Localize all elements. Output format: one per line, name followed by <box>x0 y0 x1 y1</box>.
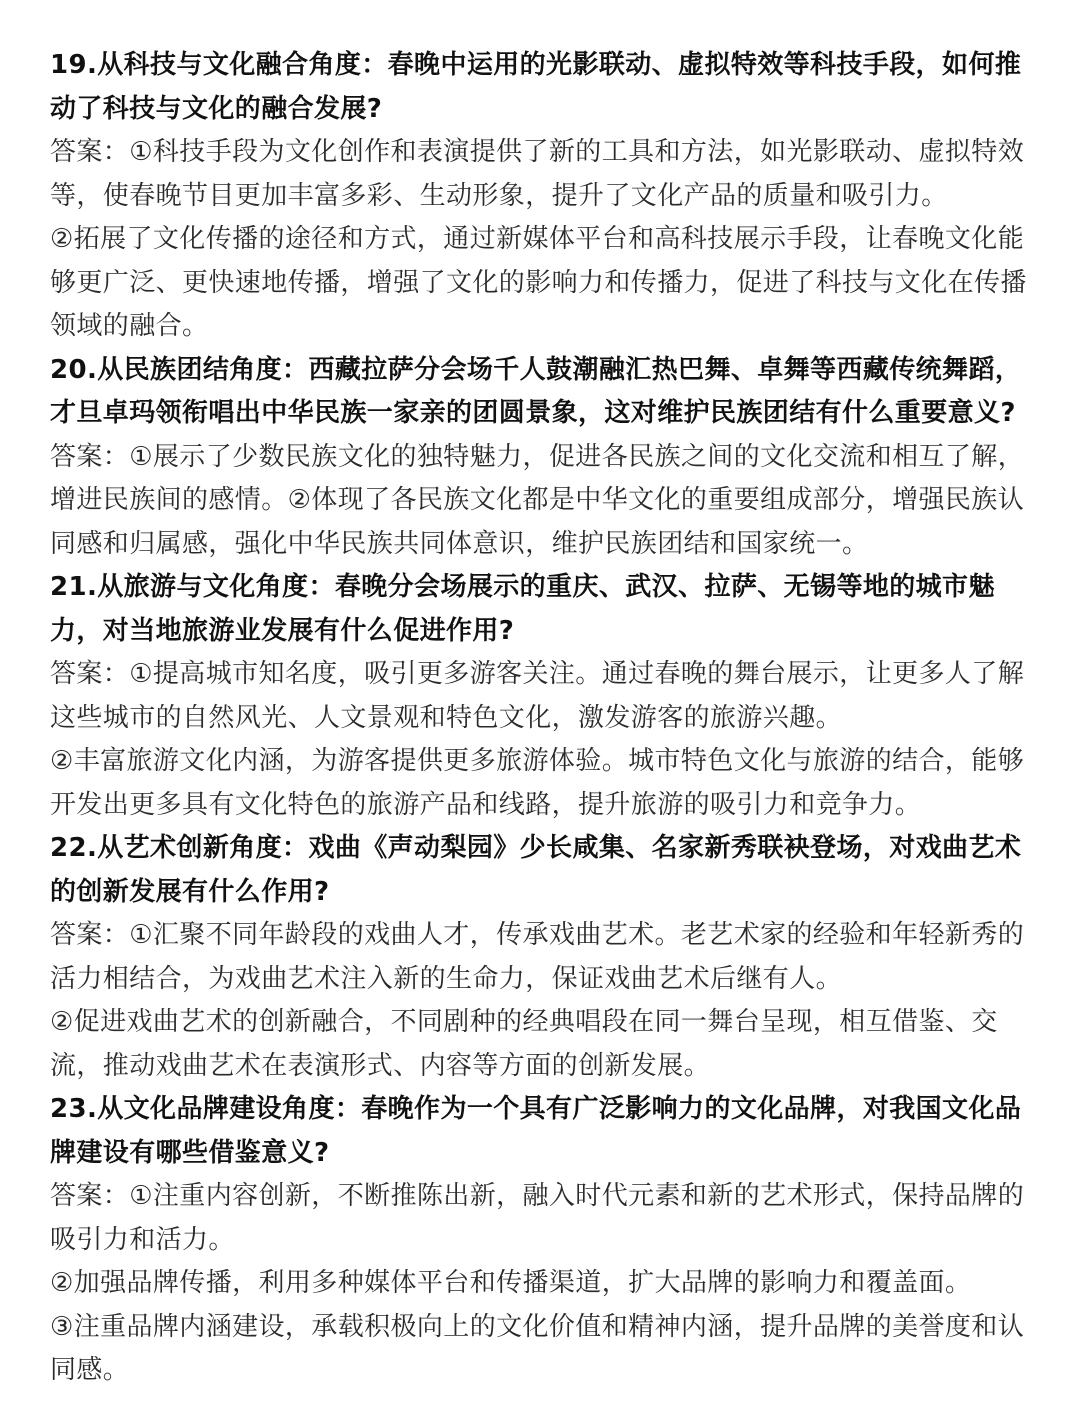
answer-paragraph: 答案：①科技手段为文化创作和表演提供了新的工具和方法，如光影联动、虚拟特效等，使春晚节目更加丰富多彩、生动形象，提升了文化产品的质量和吸引力。 <box>50 137 1025 211</box>
answer-paragraph: 答案：①汇聚不同年龄段的戏曲人才，传承戏曲艺术。老艺术家的经验和年轻新秀的活力相结合，为戏曲艺术注入新的生命力，保证戏曲艺术后继有人。 <box>50 920 1025 994</box>
question-title: 22.从艺术创新角度：戏曲《声动梨园》少长咸集、名家新秀联袂登场，对戏曲艺术的创新发展有什么作用? <box>50 833 1022 907</box>
question-block-22 <box>50 827 1034 1088</box>
question-title: 20.从民族团结角度：西藏拉萨分会场千人鼓潮融汇热巴舞、卓舞等西藏传统舞蹈，才旦卓玛领衔唱出中华民族一家亲的团圆景象，这对维护民族团结有什么重要意义? <box>50 354 1022 428</box>
question-block-23 <box>50 1088 1034 1393</box>
question-block-21 <box>50 566 1034 827</box>
question-title: 23.从文化品牌建设角度：春晚作为一个具有广泛影响力的文化品牌，对我国文化品牌建设有哪些借鉴意义? <box>50 1094 1022 1168</box>
answer-paragraph: ③注重品牌内涵建设，承载积极向上的文化价值和精神内涵，提升品牌的美誉度和认同感。 <box>50 1311 1025 1385</box>
answer-paragraph: ②加强品牌传播，利用多种媒体平台和传播渠道，扩大品牌的影响力和覆盖面。 <box>50 1268 972 1298</box>
answer-paragraph: 答案：①注重内容创新，不断推陈出新，融入时代元素和新的艺术形式，保持品牌的吸引力和活力。 <box>50 1181 1025 1255</box>
question-block-20 <box>50 349 1034 567</box>
question-title: 21.从旅游与文化角度：春晚分会场展示的重庆、武汉、拉萨、无锡等地的城市魅力，对当地旅游业发展有什么促进作用? <box>50 572 995 646</box>
answer-paragraph: 答案：①提高城市知名度，吸引更多游客关注。通过春晚的舞台展示，让更多人了解这些城市的自然风光、人文景观和特色文化，激发游客的旅游兴趣。 <box>50 659 1025 733</box>
answer-paragraph: 答案：①展示了少数民族文化的独特魅力，促进各民族之间的文化交流和相互了解，增进民族间的感情。②体现了各民族文化都是中华文化的重要组成部分，增强民族认同感和归属感，强化中华民族共同体意识，维护民族团结和国家统一。 <box>50 441 1025 559</box>
answer-paragraph: ②拓展了文化传播的途径和方式，通过新媒体平台和高科技展示手段，让春晚文化能够更广泛、更快速地传播，增强了文化的影响力和传播力，促进了科技与文化在传播领域的融合。 <box>50 224 1027 341</box>
question-title: 19.从科技与文化融合角度：春晚中运用的光影联动、虚拟特效等科技手段，如何推动了科技与文化的融合发展? <box>50 50 1022 124</box>
answer-paragraph: ②丰富旅游文化内涵，为游客提供更多旅游体验。城市特色文化与旅游的结合，能够开发出更多具有文化特色的旅游产品和线路，提升旅游的吸引力和竞争力。 <box>50 746 1025 820</box>
question-block-19 <box>50 44 1034 349</box>
answer-paragraph: ②促进戏曲艺术的创新融合，不同剧种的经典唱段在同一舞台呈现，相互借鉴、交流，推动戏曲艺术在表演形式、内容等方面的创新发展。 <box>50 1007 998 1081</box>
